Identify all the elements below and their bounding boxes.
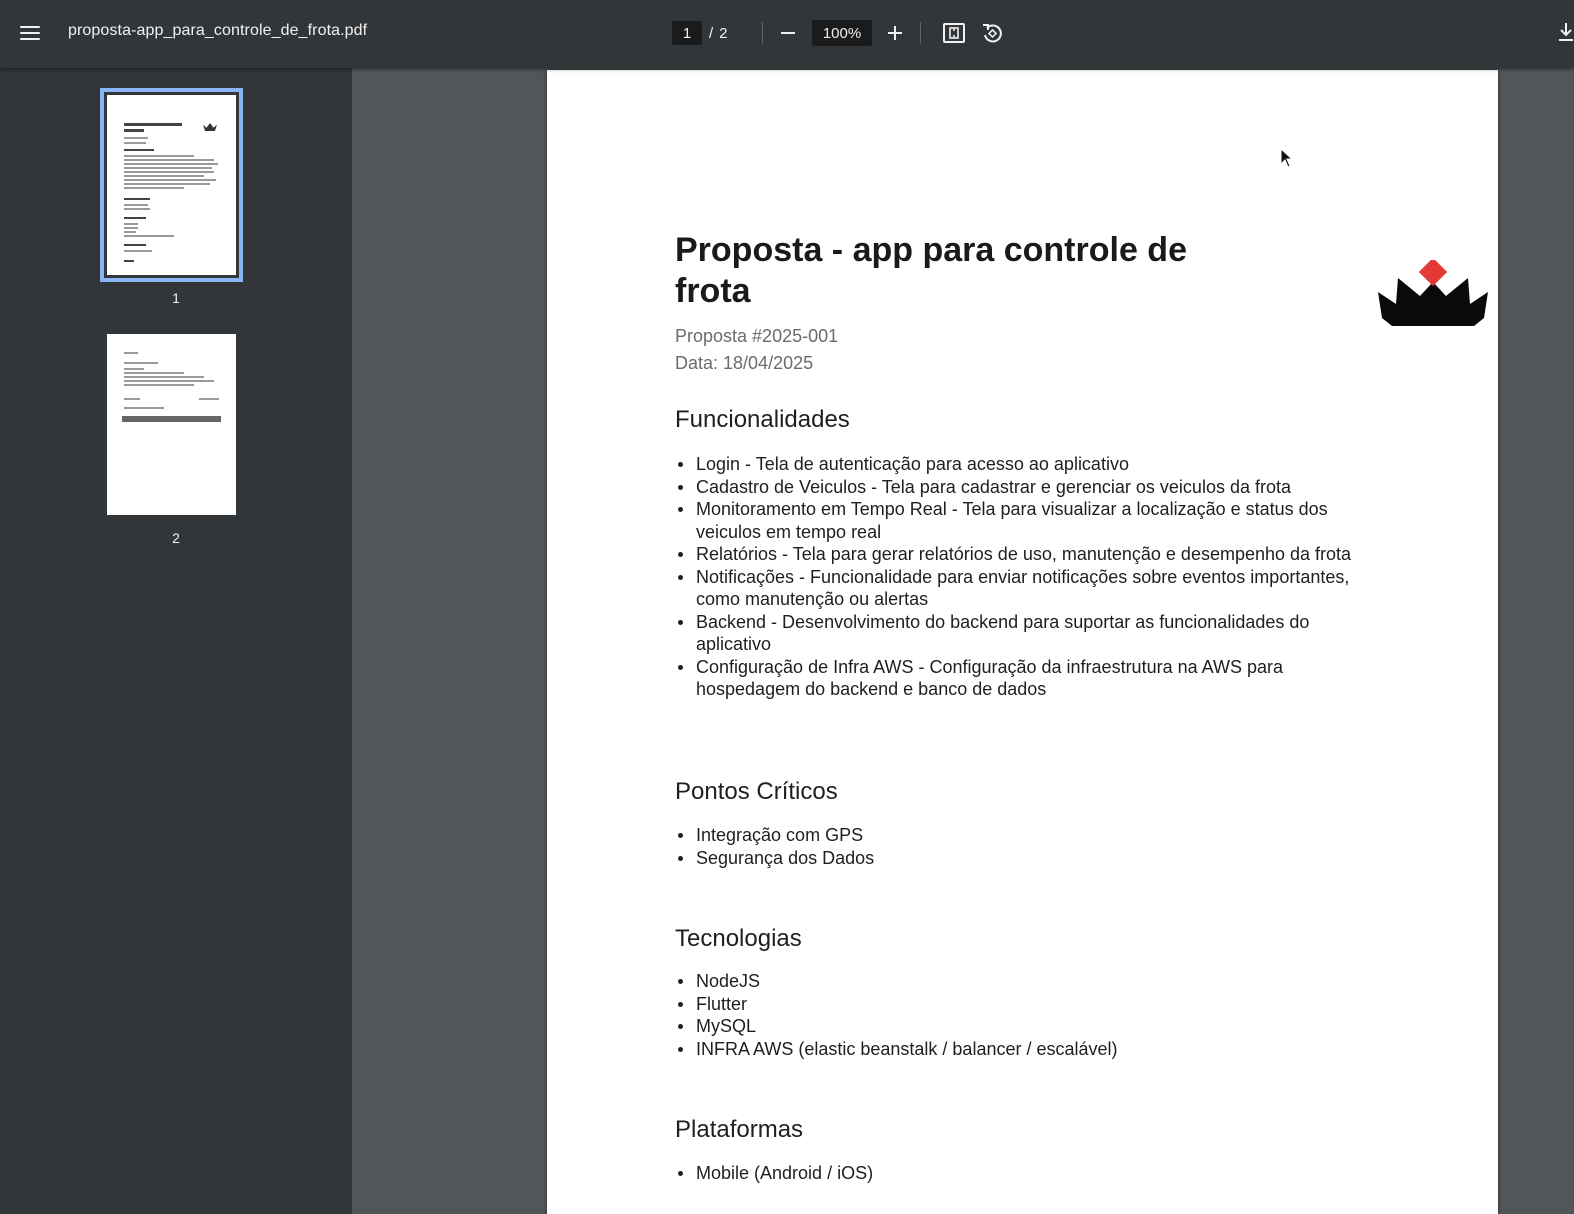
proposal-number: Proposta #2025-001 [675, 326, 839, 346]
list-item: Backend - Desenvolvimento do backend para suportar as funcionalidades do aplicativo [675, 611, 1375, 656]
document-viewer[interactable] [352, 68, 1574, 1214]
thumbnail-sidebar [0, 68, 352, 1214]
list-item: Mobile (Android / iOS) [675, 1162, 1375, 1185]
pdf-toolbar [0, 0, 1574, 68]
list-item: Relatórios - Tela para gerar relatórios de uso, manutenção e desempenho da frota [675, 543, 1375, 566]
hamburger-menu-icon[interactable] [14, 18, 46, 48]
thumbnail-label: 2 [172, 530, 180, 546]
section-heading-tecnologias: Tecnologias [675, 925, 802, 952]
list-item: Flutter [675, 993, 1375, 1016]
rotate-counterclockwise-icon[interactable] [977, 18, 1007, 48]
tecnologias-list [675, 970, 1375, 1060]
section-heading-plataformas: Plataformas [675, 1116, 804, 1143]
list-item: NodeJS [675, 970, 1375, 993]
thumbnail-label: 1 [172, 290, 180, 306]
list-item: Integração com GPS [675, 824, 1375, 847]
document-filename: proposta-app_para_controle_de_frota.pdf [68, 22, 368, 39]
toolbar-divider [920, 22, 921, 44]
current-page-input[interactable] [672, 21, 702, 45]
list-item: Monitoramento em Tempo Real - Tela para visualizar a localização e status dos veiculos em tempo real [675, 498, 1375, 543]
thumbnail-page-1[interactable] [107, 95, 236, 275]
list-item: MySQL [675, 1015, 1375, 1038]
funcionalidades-list [675, 453, 1375, 701]
page-separator: / [709, 24, 714, 42]
list-item: Notificações - Funcionalidade para enviar notificações sobre eventos importantes, como manutenção ou alertas [675, 566, 1375, 611]
list-item: INFRA AWS (elastic beanstalk / balancer / escalável) [675, 1038, 1375, 1061]
section-heading-pontos-criticos: Pontos Críticos [675, 778, 838, 805]
plataformas-list [675, 1162, 1375, 1185]
crown-logo [1378, 260, 1488, 326]
fit-to-page-icon[interactable] [939, 18, 969, 48]
page-navigator [672, 20, 728, 46]
proposal-date: Data: 18/04/2025 [675, 353, 814, 373]
list-item: Cadastro de Veiculos - Tela para cadastrar e gerenciar os veiculos da frota [675, 476, 1375, 499]
mouse-cursor-icon [1280, 148, 1294, 168]
document-title: Proposta - app para controle de frota [675, 231, 1187, 310]
list-item: Login - Tela de autenticação para acesso ao aplicativo [675, 453, 1375, 476]
download-icon[interactable] [1556, 20, 1574, 46]
minus-icon[interactable] [773, 18, 803, 48]
pdf-page [547, 70, 1498, 1214]
section-heading-funcionalidades: Funcionalidades [675, 406, 850, 433]
pontos-criticos-list [675, 824, 1375, 869]
total-pages: 2 [719, 24, 728, 42]
toolbar-divider [762, 22, 763, 44]
thumbnail-page-2[interactable] [107, 334, 236, 515]
list-item: Configuração de Infra AWS - Configuração da infraestrutura na AWS para hospedagem do backend e banco de dados [675, 656, 1375, 701]
zoom-level-input[interactable]: 100% [812, 20, 872, 46]
list-item: Segurança dos Dados [675, 847, 1375, 870]
plus-icon[interactable] [880, 18, 910, 48]
